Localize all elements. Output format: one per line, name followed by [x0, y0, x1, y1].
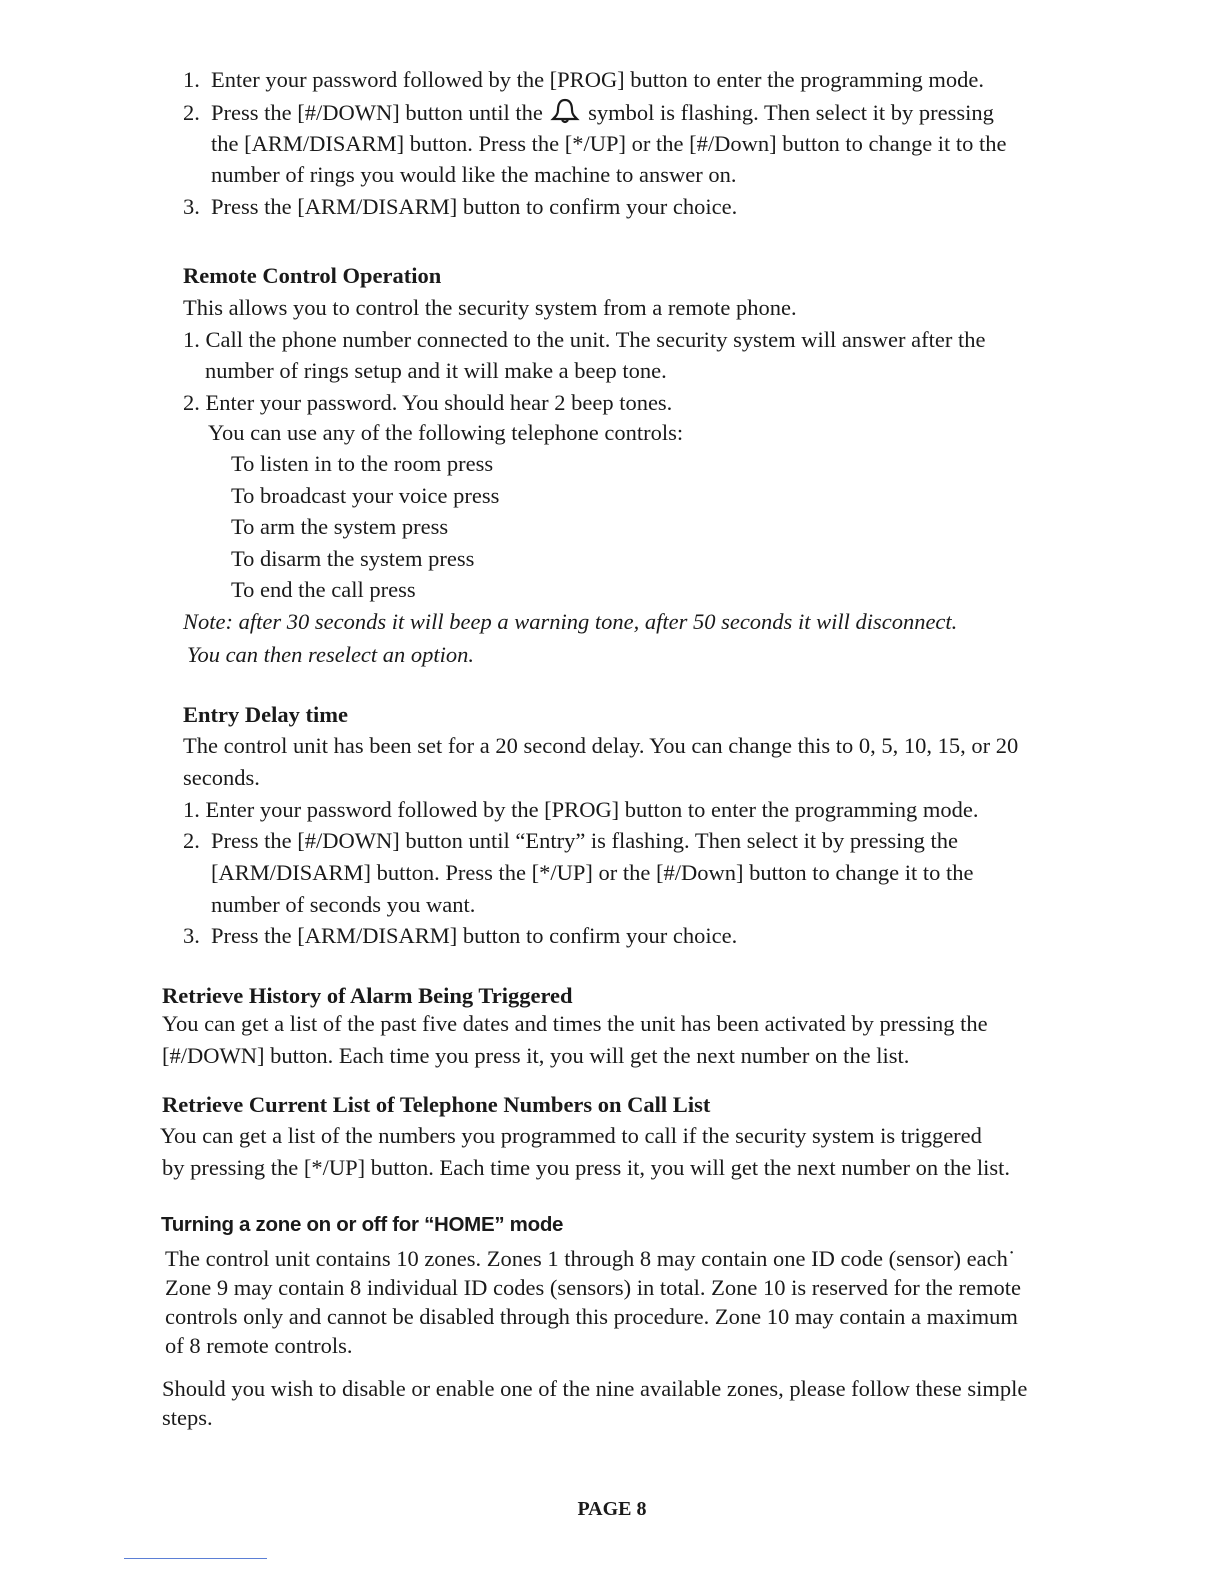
list-number: 3.: [183, 194, 200, 219]
prog-step-3-text: Press the [ARM/DISARM] button to confirm your choice.: [211, 194, 738, 219]
zone-p2-line: Should you wish to disable or enable one of the nine available zones, please follow these simple: [162, 1376, 1028, 1401]
zone-p2-line: steps.: [162, 1405, 213, 1430]
entry-step-2: [183, 827, 958, 855]
prog-step-2-text-b: symbol is flashing. Then select it by pressing: [588, 100, 994, 125]
bell-icon: [550, 98, 580, 131]
prog-step-2: [183, 98, 994, 131]
entry-step-2-text: Press the [#/DOWN] button until “Entry” is flashing. Then select it by pressing the: [211, 828, 958, 853]
call-list-line: You can get a list of the numbers you programmed to call if the security system is triggered: [160, 1123, 982, 1148]
prog-step-1: [183, 66, 984, 94]
remote-control-item: To listen in to the room press: [231, 451, 494, 476]
list-number: 1.: [183, 67, 200, 92]
history-line: You can get a list of the past five dates and times the unit has been activated by pressing the: [162, 1011, 988, 1036]
entry-intro: The control unit has been set for a 20 second delay. You can change this to 0, 5, 10, 15, or 20: [183, 733, 1019, 758]
call-list-line-cont: by pressing the [*/UP] button. Each time you press it, you will get the next number on the list.: [162, 1155, 1011, 1180]
remote-note-cont: You can then reselect an option.: [187, 642, 475, 667]
entry-step-3-text: Press the [ARM/DISARM] button to confirm your choice.: [211, 923, 738, 948]
prog-step-1-text: Enter your password followed by the [PROG] button to enter the programming mode.: [211, 67, 984, 92]
entry-intro-cont: seconds.: [183, 765, 260, 790]
prog-step-2-cont-2: number of rings you would like the machine to answer on.: [211, 162, 737, 187]
remote-step-1-cont: number of rings setup and it will make a beep tone.: [205, 358, 667, 383]
remote-control-item: To end the call press: [231, 577, 416, 602]
call-list-heading: Retrieve Current List of Telephone Numbers on Call List: [162, 1092, 711, 1117]
remote-step-1: 1. Call the phone number connected to the unit. The security system will answer after the: [183, 327, 986, 352]
remote-note: Note: after 30 seconds it will beep a warning tone, after 50 seconds it will disconnect.: [183, 609, 958, 634]
history-heading: Retrieve History of Alarm Being Triggered: [162, 983, 573, 1008]
entry-step-3: [183, 922, 737, 950]
remote-step-2: 2. Enter your password. You should hear 2 beep tones.: [183, 390, 673, 415]
page-number: PAGE 8: [577, 1498, 647, 1520]
entry-heading: Entry Delay time: [183, 702, 348, 727]
list-number: 3.: [183, 923, 200, 948]
prog-step-2-text-a: Press the [#/DOWN] button until the: [211, 100, 543, 125]
remote-control-item: To broadcast your voice press: [231, 483, 500, 508]
remote-controls-intro: You can use any of the following telephone controls:: [208, 420, 684, 445]
remote-heading: Remote Control Operation: [183, 263, 442, 288]
remote-control-item: To arm the system press: [231, 514, 449, 539]
remote-control-item: To disarm the system press: [231, 546, 475, 571]
zone-p1-line: controls only and cannot be disabled through this procedure. Zone 10 may contain a maximum: [165, 1304, 1018, 1329]
zone-heading: Turning a zone on or off for “HOME” mode: [161, 1213, 564, 1236]
remote-intro: This allows you to control the security system from a remote phone.: [183, 295, 797, 320]
zone-p1-line: Zone 9 may contain 8 individual ID codes (sensors) in total. Zone 10 is reserved for the remote: [165, 1275, 1022, 1300]
zone-p1-line: of 8 remote controls.: [165, 1333, 353, 1358]
list-number: 2.: [183, 100, 200, 125]
entry-step-2-cont-2: number of seconds you want.: [211, 892, 476, 917]
footnote-rule: [124, 1558, 267, 1559]
list-number: 2.: [183, 828, 200, 853]
prog-step-3: [183, 193, 737, 221]
zone-p1-line: The control unit contains 10 zones. Zones 1 through 8 may contain one ID code (sensor) each˙: [165, 1246, 1016, 1271]
prog-step-2-cont-1: the [ARM/DISARM] button. Press the [*/UP] or the [#/Down] button to change it to the: [211, 131, 1007, 156]
entry-step-2-cont-1: [ARM/DISARM] button. Press the [*/UP] or the [#/Down] button to change it to the: [211, 860, 974, 885]
history-line-cont: [#/DOWN] button. Each time you press it, you will get the next number on the list.: [162, 1043, 910, 1068]
entry-step-1: 1. Enter your password followed by the [PROG] button to enter the programming mode.: [183, 797, 979, 822]
